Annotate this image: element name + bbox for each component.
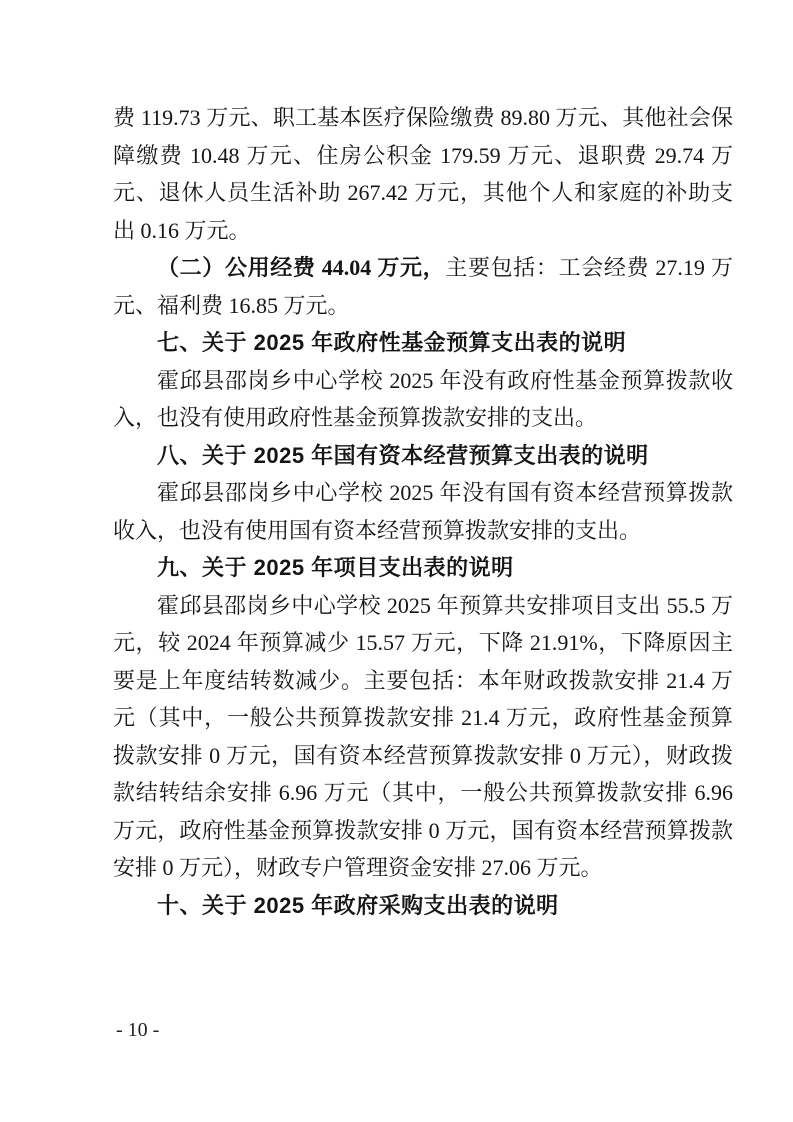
text-run: 主要包括：工会经费 27.19 万元、福利费 16.85 万元。	[113, 255, 733, 318]
heading-section-7	[113, 324, 733, 362]
text-run: 霍邱县邵岗乡中心学校 2025 年预算共安排项目支出 55.5 万元，较 2024 年预算减少 15.57 万元，下降 21.91%，下降原因主要是上年度结转数减少。主要包括：本年财政拨款安排 21.4 万元（其中，一般公共预算拨款安排 21.4 万元，政府性基金预算拨款安排 0 万元，国有资本经营预算拨款安排 0 万元），财政拨款结转结余安排 6.96 万元（其中，一般公共预算拨款安排 6.96 万元，政府性基金预算拨款安排 0 万元，国有资本经营预算拨款安排 0 万元），财政专户管理资金安排 27.06 万元。	[113, 592, 733, 880]
heading-section-9	[113, 549, 733, 587]
text-run: 霍邱县邵岗乡中心学校 2025 年没有国有资本经营预算拨款收入，也没有使用国有资本经营预算拨款安排的支出。	[113, 480, 733, 543]
page-number: - 10 -	[116, 1019, 160, 1041]
heading-section-8	[113, 437, 733, 475]
text-run: 费 119.73 万元、职工基本医疗保险缴费 89.80 万元、其他社会保障缴费 10.48 万元、住房公积金 179.59 万元、退职费 29.74 万元、退休人员生活补助 267.42 万元，其他个人和家庭的补助支出 0.16 万元。	[113, 105, 733, 243]
text-run: 十、关于 2025 年政府采购支出表的说明	[157, 892, 559, 918]
text-run: （二）公用经费 44.04 万元，	[157, 255, 446, 280]
paragraph-section-9	[113, 587, 733, 887]
text-run: 霍邱县邵岗乡中心学校 2025 年没有政府性基金预算拨款收入，也没有使用政府性基金预算拨款安排的支出。	[113, 367, 733, 430]
paragraph-section-7	[113, 362, 733, 437]
text-run: 七、关于 2025 年政府性基金预算支出表的说明	[157, 330, 627, 355]
paragraph-section-8	[113, 474, 733, 549]
paragraph-public-expense	[113, 249, 733, 324]
document-body	[113, 99, 733, 924]
heading-section-10	[113, 887, 733, 925]
paragraph-personnel-expense-continuation	[113, 99, 733, 249]
text-run: 九、关于 2025 年项目支出表的说明	[157, 555, 514, 580]
text-run: 八、关于 2025 年国有资本经营预算支出表的说明	[157, 442, 649, 468]
